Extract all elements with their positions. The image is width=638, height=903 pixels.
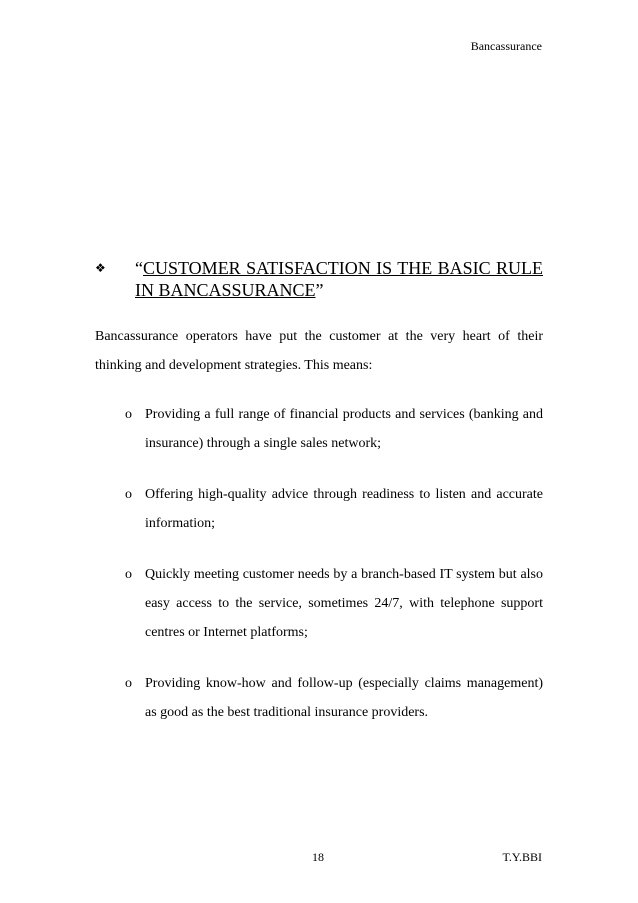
heading-title: CUSTOMER SATISFACTION IS THE BASIC RULE IN BANCASSURANCE bbox=[135, 258, 543, 300]
intro-paragraph: Bancassurance operators have put the customer at the very heart of their thinking and development strategies. This means: bbox=[95, 329, 543, 373]
list-item-text: Quickly meeting customer needs by a branch-based IT system but also easy access to the service, sometimes 24/7, with telephone support centres or Internet platforms; bbox=[145, 567, 543, 640]
course-label: T.Y.BBI bbox=[502, 850, 542, 864]
list-marker: o bbox=[125, 676, 132, 691]
list-item bbox=[125, 560, 543, 647]
running-header: Bancassurance bbox=[470, 39, 542, 53]
list-item bbox=[125, 480, 543, 538]
list-marker: o bbox=[125, 407, 132, 422]
heading-text bbox=[135, 257, 543, 301]
heading-open-quote: “ bbox=[135, 258, 143, 278]
bullet-list bbox=[125, 400, 543, 749]
heading-close-quote: ” bbox=[315, 280, 324, 300]
list-item-text: Providing know-how and follow-up (especially claims management) as good as the best traditional insurance providers. bbox=[145, 676, 543, 720]
list-marker: o bbox=[125, 487, 132, 502]
list-item bbox=[125, 400, 543, 458]
list-item bbox=[125, 669, 543, 727]
page-number: 18 bbox=[312, 850, 324, 864]
diamond-bullet-icon: ❖ bbox=[95, 261, 106, 275]
list-item-text: Offering high-quality advice through readiness to listen and accurate information; bbox=[145, 487, 543, 531]
list-item-text: Providing a full range of financial products and services (banking and insurance) through a single sales network; bbox=[145, 407, 543, 451]
list-marker: o bbox=[125, 567, 132, 582]
section-heading bbox=[95, 257, 543, 301]
